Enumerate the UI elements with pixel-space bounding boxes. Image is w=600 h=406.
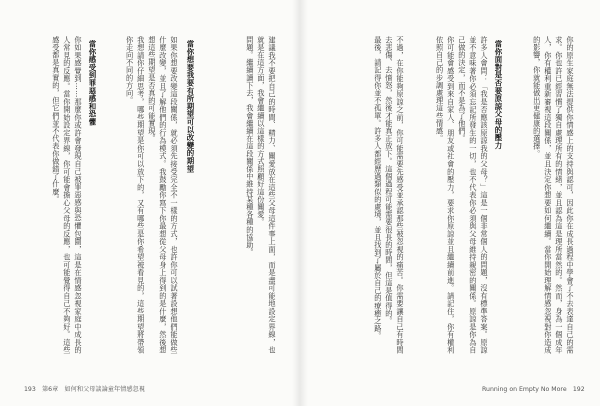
left-heading-guilt: 當你感受到罪惡感和恐懼 (88, 40, 97, 126)
right-body-b: 許多人會問：「我是否應該原諒我的父母？」這是一個非常個人的問題，沒有標準答案。原諒並不意味著你必須忘記所發生的一切，也不代表你必須與父母維持親密的關係。原諒是你為自己做的決定，而不是為了他們。 你可能會感受到來自家人、朋友或社會的壓力，要求你原諒並且繼續前進。請記住，你有權利依照自己的步調處理這些情感。 (435, 36, 489, 354)
left-body-a: 建議我不要把自己的時間、精力、關愛放在這些父母這件事上面，而是盡可能地設定界線，也就是在這方面，我會繼續以這樣的方式照顧好這份關愛。 問題。繼續讀下去，我會繼續在這段關係中維持某種各種的協助。 (245, 36, 277, 354)
left-heading-expectations: 當你想要我要有所期望可以改變的期望 (186, 40, 195, 173)
left-footer: 193 第6章 如何和父母談論童年情感忽視 (24, 386, 145, 393)
right-footer: Running on Empty No More 192 (482, 386, 585, 393)
right-body-c: 不過，在你能夠原諒之前，你可能需要先感受並承認那些被忽視的痛苦。你需要讓自己有時間去悲傷、去憤怒，然後才能真正放下。這個過程可能需要很長的時間，但這是值得的。 最後，請記得你並不孤單。許多人都經歷過類似的處境，並且找到了屬於自己的療癒之路。 (373, 36, 405, 354)
right-page (300, 0, 600, 406)
right-body-a: 你的原生家庭無法提供你情感上的支持與認可，因此你在成長過程中學會了不去表達自己的需求。你也許已經習慣了獨自處理所有的情緒，並且認為這是理所當然的。然而，身為一個成年人，你有權利重新審視這段關係，並且決定你想要如何繼續。當你開始理解情感忽視對你造成的影響，你就能做出更健康的選擇。 (532, 36, 575, 354)
left-body-c: 你如果感覺到……那麼你或許會發現自己被罪惡感與恐懼包圍，這是在情感忽視家庭中成長的人常見的反應。當你開始設定界線，你可能會擔心父母的反應，也可能覺得自己不夠好。這些感受都是真實的，但它們並不代表你做錯了什麼。 (51, 36, 83, 354)
left-body-b: 如果你想要改變這段關係，就必須先接受完全不一樣的方式，也許你可以試著設想他們能做些什麼改變，並且了解他們的行為模式。我鼓勵你寫下你最想從父母身上得到的是什麼，然後想想這些期望是否真的可能實現。 我想請你仔細思考，哪些期望是你可以放下的，又有哪些是你希望被看見的，這些期望將帶領你走向不同的方向。 (125, 36, 179, 354)
right-heading-forgive: 當你面對是否要原諒父母的壓力 (494, 40, 503, 150)
